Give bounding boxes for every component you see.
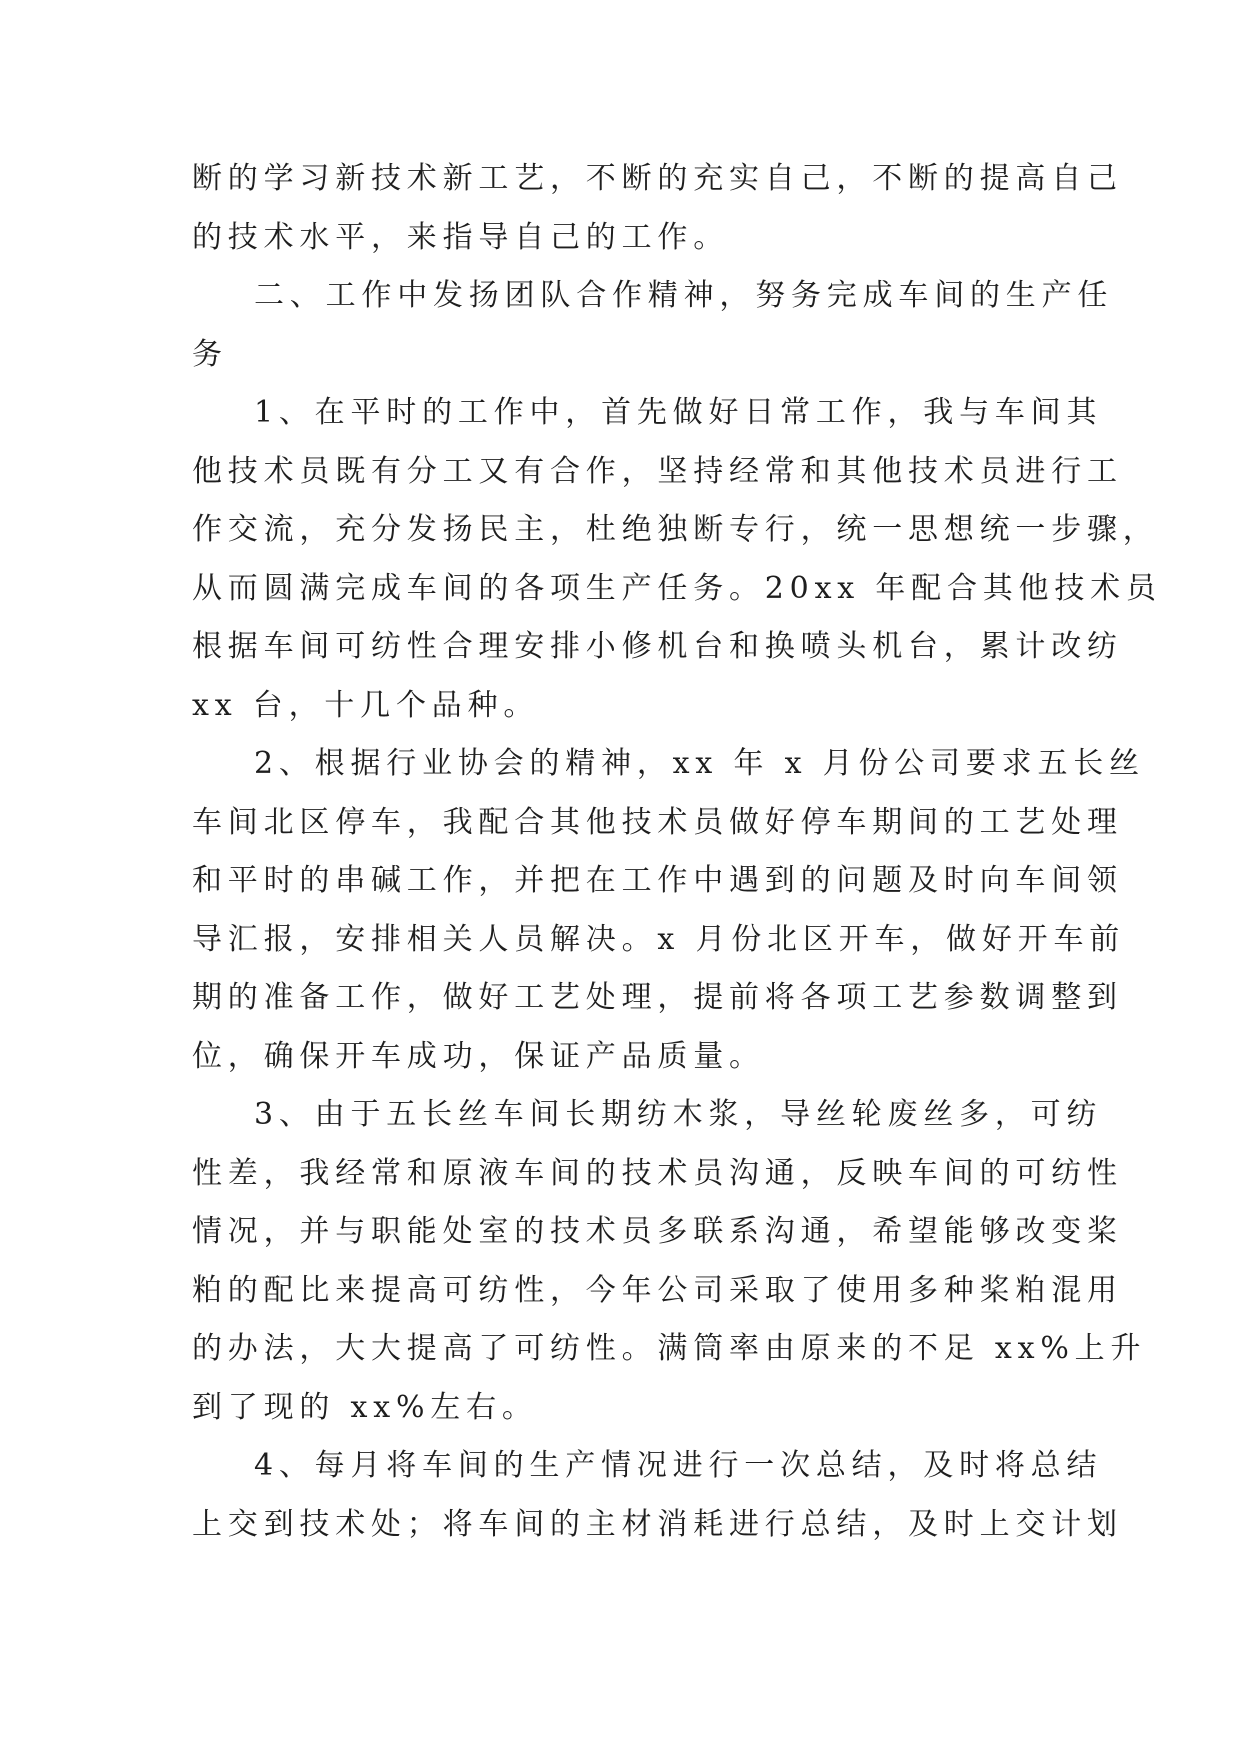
text-line: 性差，我经常和原液车间的技术员沟通，反映车间的可纺性	[192, 1155, 1123, 1191]
text-line: 情况，并与职能处室的技术员多联系沟通，希望能够改变桨	[192, 1214, 1123, 1249]
text-line: 期的准备工作，做好工艺处理，提前将各项工艺参数调整到	[192, 980, 1123, 1015]
text-line: 粕的配比来提高可纺性，今年公司采取了使用多种桨粕混用	[192, 1272, 1123, 1308]
paragraph-2-start: 2、根据行业协会的精神，xx 年 x 月份公司要求五长丝	[254, 746, 1145, 781]
text-line: 上交到技术处；将车间的主材消耗进行总结，及时上交计划	[192, 1506, 1123, 1542]
text-line: 的技术水平，来指导自己的工作。	[192, 219, 729, 255]
text-line: 从而圆满完成车间的各项生产任务。20xx 年配合其他技术员	[192, 570, 1162, 606]
text-line: 到了现的 xx%左右。	[192, 1389, 538, 1425]
text-line: 断的学习新技术新工艺，不断的充实自己，不断的提高自己	[192, 161, 1123, 196]
section-heading-continuation: 务	[192, 336, 228, 372]
text-line: 位，确保开车成功，保证产品质量。	[192, 1038, 765, 1074]
text-line: 作交流，充分发扬民主，杜绝独断专行，统一思想统一步骤，	[192, 512, 1159, 547]
text-line: 和平时的串碱工作，并把在工作中遇到的问题及时向车间领	[192, 863, 1123, 898]
paragraph-4-start: 4、每月将车间的生产情况进行一次总结，及时将总结	[254, 1448, 1103, 1483]
section-heading: 二、工作中发扬团队合作精神，努务完成车间的生产任	[254, 278, 1114, 313]
text-line: 的办法，大大提高了可纺性。满筒率由原来的不足 xx%上升	[192, 1331, 1147, 1366]
paragraph-1-start: 1、在平时的工作中，首先做好日常工作，我与车间其	[254, 395, 1103, 430]
document-body	[192, 150, 1162, 1554]
text-line: 他技术员既有分工又有合作，坚持经常和其他技术员进行工	[192, 453, 1123, 489]
paragraph-3-start: 3、由于五长丝车间长期纺木浆，导丝轮废丝多，可纺	[254, 1097, 1103, 1132]
text-line: 导汇报，安排相关人员解决。x 月份北区开车，做好开车前	[192, 921, 1126, 957]
text-line: 车间北区停车，我配合其他技术员做好停车期间的工艺处理	[192, 804, 1123, 840]
text-line: xx 台，十几个品种。	[192, 687, 540, 723]
text-line: 根据车间可纺性合理安排小修机台和换喷头机台，累计改纺	[192, 629, 1123, 664]
